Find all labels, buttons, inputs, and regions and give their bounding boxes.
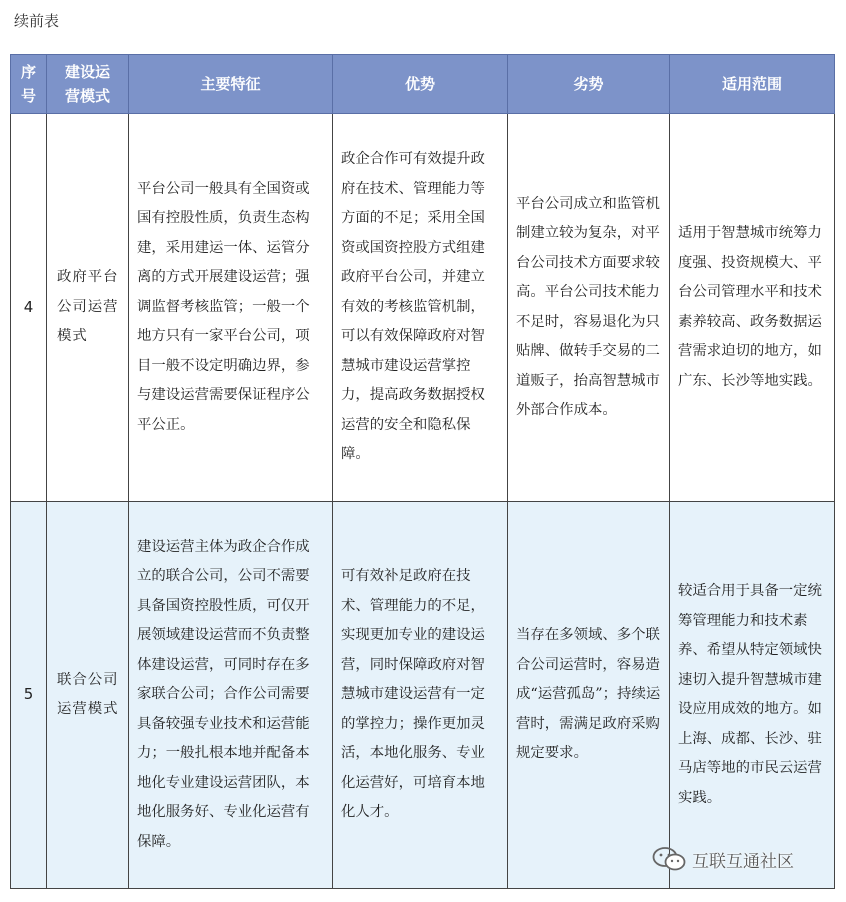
header-advantage: 优势 bbox=[333, 55, 508, 114]
scope-cell: 较适合用于具备一定统筹管理能力和技术素养、希望从特定领域快速切入提升智慧城市建设应用成效的地方。如上海、成都、长沙、驻马店等地的市民云运营实践。 bbox=[670, 502, 835, 889]
header-disadvantage: 劣势 bbox=[508, 55, 670, 114]
wechat-icon bbox=[652, 846, 686, 872]
table-row bbox=[11, 114, 835, 502]
header-scope: 适用范围 bbox=[670, 55, 835, 114]
mode-cell: 政府平台公司运营模式 bbox=[47, 114, 129, 502]
operation-modes-table bbox=[10, 54, 835, 889]
table-row bbox=[11, 502, 835, 889]
row-number: 4 bbox=[11, 114, 47, 502]
watermark bbox=[652, 846, 794, 872]
row-number: 5 bbox=[11, 502, 47, 889]
advantage-cell: 可有效补足政府在技术、管理能力的不足，实现更加专业的建设运营，同时保障政府对智慧城市建设运营有一定的掌控力；操作更加灵活，本地化服务、专业化运营好，可培育本地化人才。 bbox=[333, 502, 508, 889]
header-index: 序号 bbox=[11, 55, 47, 114]
header-feature: 主要特征 bbox=[129, 55, 333, 114]
watermark-text: 互联互通社区 bbox=[692, 851, 794, 872]
disadvantage-cell: 平台公司成立和监管机制建立较为复杂，对平台公司技术方面要求较高。平台公司技术能力不足时，容易退化为只贴牌、做转手交易的二道贩子，抬高智慧城市外部合作成本。 bbox=[508, 114, 670, 502]
disadvantage-cell: 当存在多领域、多个联合公司运营时，容易造成“运营孤岛”；持续运营时，需满足政府采购规定要求。 bbox=[508, 502, 670, 889]
header-mode: 建设运营模式 bbox=[47, 55, 129, 114]
scope-cell: 适用于智慧城市统筹力度强、投资规模大、平台公司管理水平和技术素养较高、政务数据运营需求迫切的地方，如广东、长沙等地实践。 bbox=[670, 114, 835, 502]
table-caption: 续前表 bbox=[14, 12, 60, 30]
table-header-row bbox=[11, 55, 835, 114]
feature-cell: 建设运营主体为政企合作成立的联合公司，公司不需要具备国资控股性质，可仅开展领域建设运营而不负责整体建设运营，可同时存在多家联合公司；合作公司需要具备较强专业技术和运营能力；一般扎根本地并配备本地化专业建设运营团队，本地化服务好、专业化运营有保障。 bbox=[129, 502, 333, 889]
feature-cell: 平台公司一般具有全国资或国有控股性质，负责生态构建，采用建运一体、运管分离的方式开展建设运营；强调监督考核监管；一般一个地方只有一家平台公司，项目一般不设定明确边界，参与建设运营需要保证程序公平公正。 bbox=[129, 114, 333, 502]
advantage-cell: 政企合作可有效提升政府在技术、管理能力等方面的不足；采用全国资或国资控股方式组建政府平台公司，并建立有效的考核监管机制，可以有效保障政府对智慧城市建设运营掌控力，提高政务数据授权运营的安全和隐私保障。 bbox=[333, 114, 508, 502]
mode-cell: 联合公司运营模式 bbox=[47, 502, 129, 889]
